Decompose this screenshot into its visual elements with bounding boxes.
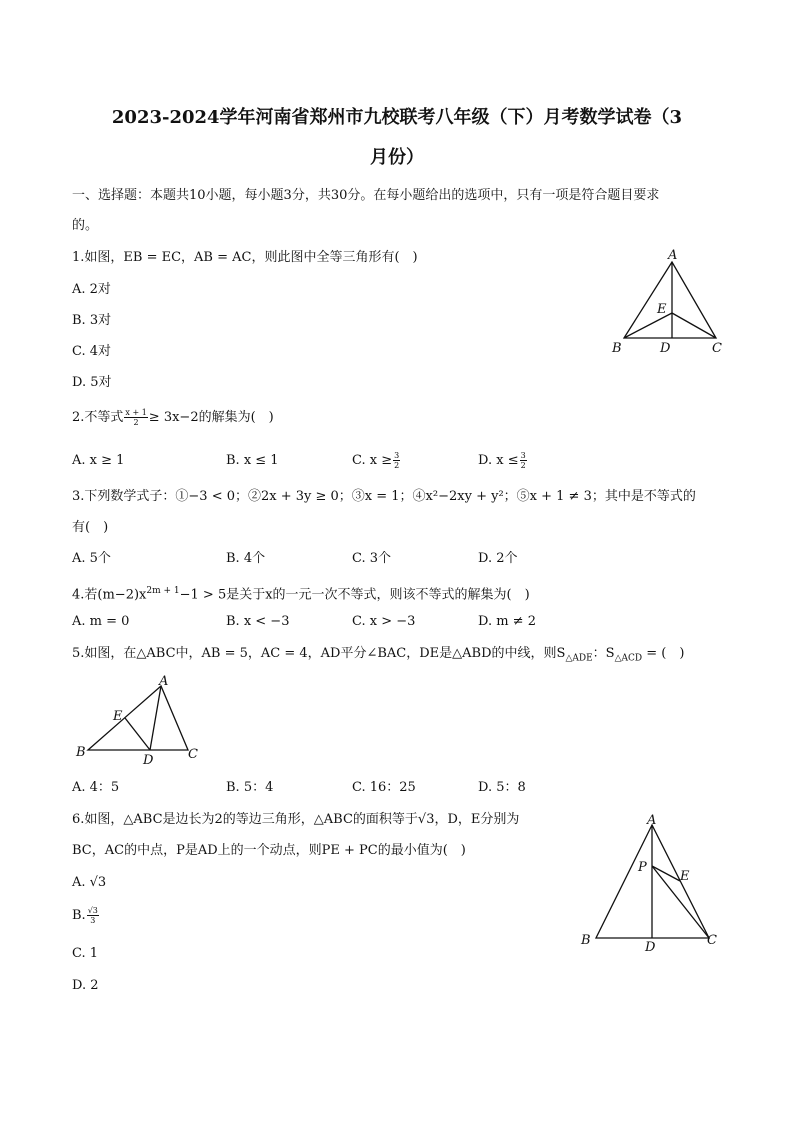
q6-label-b: B <box>581 933 591 948</box>
q6-option-b-frac-num: √3 <box>87 906 98 915</box>
q6-option-c: C. 1 <box>72 946 99 961</box>
q6-stem-line2: BC，AC的中点，P是AD上的一个动点，则PE + PC的最小值为( ) <box>72 843 466 858</box>
q3-stem-line2: 有( ) <box>72 520 109 535</box>
q3-option-d: D. 2个 <box>478 551 518 566</box>
q2-stem <box>72 408 274 428</box>
q2-fraction <box>124 408 147 427</box>
q1-figure-triangle <box>604 245 734 360</box>
q2-option-c-frac-num: 3 <box>394 451 400 460</box>
q6-label-d: D <box>645 940 656 955</box>
q1-option-b: B. 3对 <box>72 313 112 328</box>
q2-option-d-frac-den: 2 <box>520 461 526 470</box>
q5-label-a: A <box>159 674 169 689</box>
q3-option-b: B. 4个 <box>226 551 266 566</box>
q2-option-c <box>352 451 401 471</box>
q2-option-c-frac-den: 2 <box>394 461 400 470</box>
q3-option-c: C. 3个 <box>352 551 392 566</box>
q5-sub-ade: △ADE <box>565 653 593 664</box>
q1-label-b: B <box>612 341 622 356</box>
q5-figure-triangle <box>70 672 210 770</box>
q5-stem-prefix: 5.如图，在△ABC中，AB = 5，AC = 4，AD平分∠BAC，DE是△ABD的中线，则S <box>72 646 566 661</box>
q4-option-a: A. m = 0 <box>72 614 130 629</box>
q6-option-b-frac-den: 3 <box>90 916 96 925</box>
q5-label-c: C <box>188 747 198 762</box>
q5-label-e: E <box>113 709 123 724</box>
q2-frac-num: x + 1 <box>125 408 147 417</box>
q5-stem <box>72 644 684 669</box>
q5-option-b: B. 5：4 <box>226 780 274 795</box>
q4-stem-suffix: −1 > 5是关于x的一元一次不等式，则该不等式的解集为( ) <box>179 587 530 603</box>
q5-option-d: D. 5：8 <box>478 780 526 795</box>
q5-label-b: B <box>76 745 86 760</box>
q1-option-d: D. 5对 <box>72 375 112 390</box>
q4-option-b: B. x < −3 <box>226 614 290 629</box>
q5-sub-acd: △ACD <box>614 653 643 664</box>
q5-stem-mid: ：S <box>592 646 615 661</box>
q3-stem-line1: 3.下列数学式子：①−3 < 0；②2x + 3y ≥ 0；③x = 1；④x²−2xy + y²；⑤x + 1 ≠ 3；其中是不等式的 <box>72 489 696 504</box>
q2-option-d <box>478 451 528 471</box>
q5-option-c: C. 16：25 <box>352 780 416 795</box>
exam-title-line1: 2023-2024学年河南省郑州市九校联考八年级（下）月考数学试卷（3 <box>111 107 683 128</box>
section-instructions-line1: 一、选择题：本题共10小题，每小题3分，共30分。在每小题给出的选项中，只有一项是符合题目要求 <box>72 188 660 203</box>
q4-option-c: C. x > −3 <box>352 614 416 629</box>
q4-stem-prefix: 4.若(m−2)x <box>72 587 147 603</box>
q5-label-d: D <box>143 753 154 768</box>
q6-option-a: A. √3 <box>72 875 107 890</box>
q5-option-a: A. 4：5 <box>72 780 120 795</box>
q1-label-a: A <box>668 248 678 263</box>
q6-label-a: A <box>647 813 657 828</box>
q2-frac-den: 2 <box>133 418 139 427</box>
q2-option-c-text: C. x ≥ <box>352 453 393 468</box>
q2-option-b: B. x ≤ 1 <box>226 453 279 468</box>
q2-option-d-frac-num: 3 <box>520 451 526 460</box>
q2-stem-suffix: ≥ 3x−2的解集为( ) <box>148 410 274 425</box>
q4-exponent: 2m + 1 <box>146 586 180 596</box>
q6-stem-line1: 6.如图，△ABC是边长为2的等边三角形，△ABC的面积等于√3，D，E分别为 <box>72 812 520 827</box>
q5-stem-suffix: = ( ) <box>642 646 685 661</box>
q6-option-d: D. 2 <box>72 978 99 993</box>
q6-figure-triangle <box>576 810 726 955</box>
q3-option-a: A. 5个 <box>72 551 111 566</box>
section-instructions-line2: 的。 <box>72 218 99 233</box>
q1-option-a: A. 2对 <box>72 282 111 297</box>
q2-stem-prefix: 2.不等式 <box>72 410 124 425</box>
q1-label-d: D <box>660 341 671 356</box>
q6-option-b <box>72 906 100 926</box>
exam-title-line2: 月份） <box>370 147 424 168</box>
q1-stem: 1.如图，EB = EC，AB = AC，则此图中全等三角形有( ) <box>72 250 418 265</box>
q6-label-e: E <box>680 869 690 884</box>
q6-label-p: P <box>638 860 647 875</box>
q4-option-d: D. m ≠ 2 <box>478 614 536 629</box>
q1-label-e: E <box>657 302 667 317</box>
q6-label-c: C <box>707 933 717 948</box>
q2-option-d-text: D. x ≤ <box>478 453 519 468</box>
q6-option-b-text: B. <box>72 908 86 923</box>
q1-option-c: C. 4对 <box>72 344 112 359</box>
q4-stem <box>72 581 530 605</box>
q1-label-c: C <box>712 341 722 356</box>
q2-option-a: A. x ≥ 1 <box>72 453 125 468</box>
